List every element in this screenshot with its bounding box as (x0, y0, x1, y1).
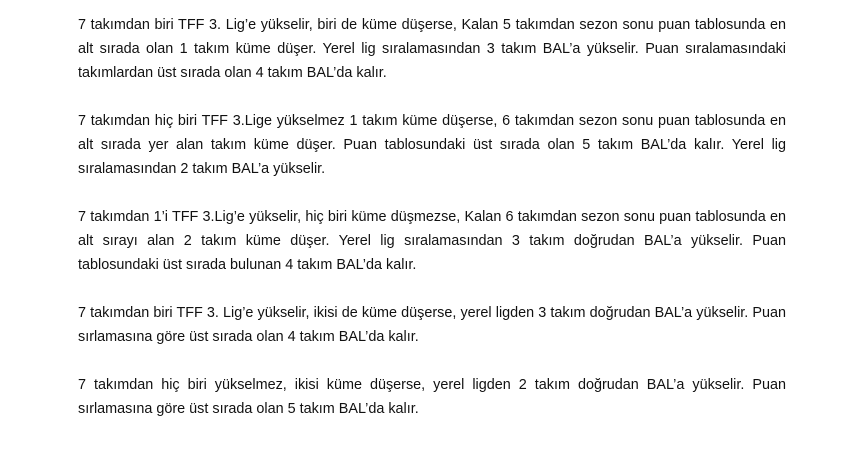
paragraph-4: 7 takımdan biri TFF 3. Lig’e yükselir, ikisi de küme düşerse, yerel ligden 3 takım doğrudan BAL’a yükselir. Puan sırlamasına göre üst sırada olan 4 takım BAL’da kalır. (78, 305, 786, 345)
paragraph-1: 7 takımdan biri TFF 3. Lig’e yükselir, biri de küme düşerse, Kalan 5 takımdan sezon sonu puan tablosunda en alt sırada olan 1 takım küme düşer. Yerel lig sıralamasından 3 takım BAL’a yükselir. Puan sıralamasındaki takımlardan üst sırada olan 4 takım BAL’da kalır. (78, 17, 786, 81)
document-body (78, 13, 786, 421)
paragraph-2: 7 takımdan hiç biri TFF 3.Lige yükselmez 1 takım küme düşerse, 6 takımdan sezon sonu puan tablosunda en alt sırada yer alan takım küme düşer. Puan tablosundaki üst sırada olan 5 takım BAL’da kalır. Yerel lig sıralamasından 2 takım BAL’a yükselir. (78, 113, 786, 177)
paragraph-5: 7 takımdan hiç biri yükselmez, ikisi küme düşerse, yerel ligden 2 takım doğrudan BAL’a yükselir. Puan sırlamasına göre üst sırada olan 5 takım BAL’da kalır. (78, 377, 786, 417)
paragraph-3: 7 takımdan 1’i TFF 3.Lig’e yükselir, hiç biri küme düşmezse, Kalan 6 takımdan sezon sonu puan tablosunda en alt sırayı alan 2 takım küme düşer. Yerel lig sıralamasından 3 takım doğrudan BAL’a yükselir. Puan tablosundaki üst sırada bulunan 4 takım BAL’da kalır. (78, 209, 786, 273)
